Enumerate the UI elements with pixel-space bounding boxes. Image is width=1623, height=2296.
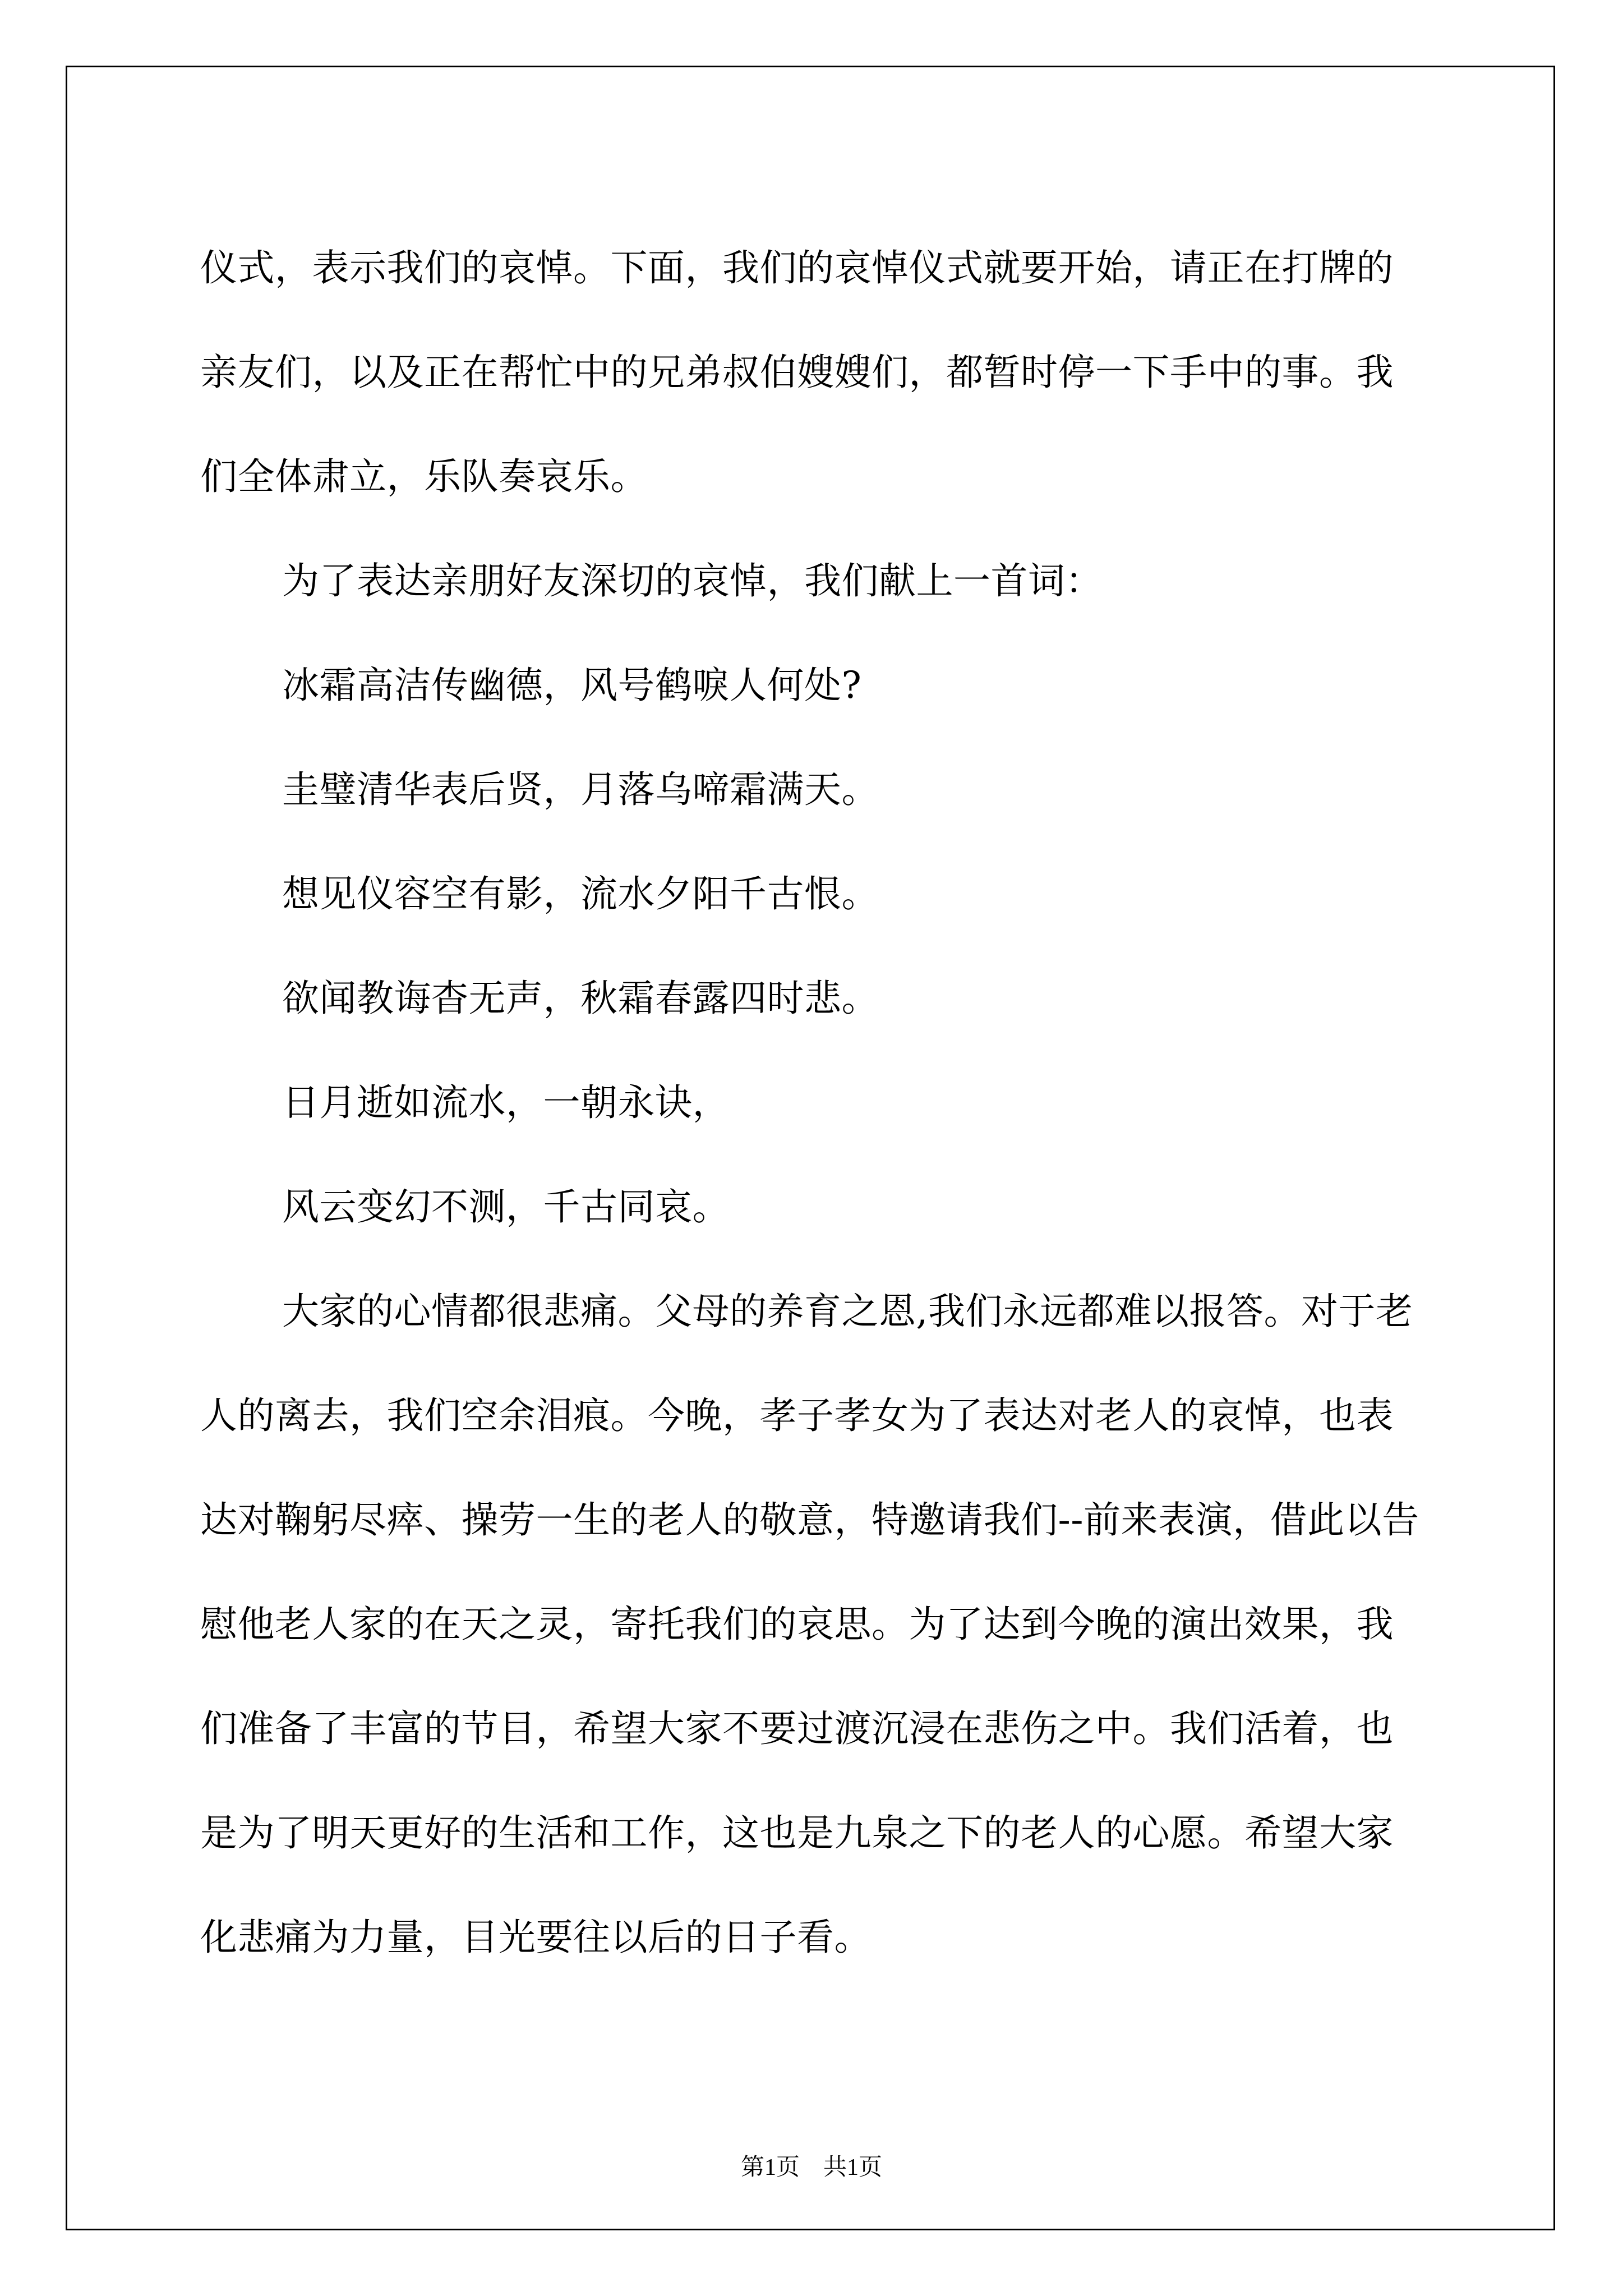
poem-line-6: 风云变幻不测，千古同哀。 (282, 1185, 730, 1228)
paragraph-closing: 大家的心情都很悲痛。父母的养育之恩,我们永远都难以报答。对于老人的离去，我们空余泪痕。今晚，孝子孝女为了表达对老人的哀悼，也表达对鞠躬尽瘁、操劳一生的老人的敬意，特邀请我们--前来表演，借此以告慰他老人家的在天之灵，寄托我们的哀思。为了达到今晚的演出效果，我们准备了丰富的节目，希望大家不要过渡沉浸在悲伤之中。我们活着，也是为了明天更好的生活和工作，这也是九泉之下的老人的心愿。希望大家化悲痛为力量，目光要往以后的日子看。 (200, 1290, 1419, 1959)
document-body (200, 216, 1426, 1990)
paragraph-poem-intro: 为了表达亲朋好友深切的哀悼，我们献上一首词： (282, 559, 1103, 602)
poem-line-1: 冰霜高洁传幽德，风号鹤唳人何处? (282, 664, 862, 707)
poem-line-4: 欲闻教诲杳无声，秋霜春露四时悲。 (282, 977, 879, 1020)
poem-line-3: 想见仪容空有影，流水夕阳千古恨。 (282, 872, 879, 915)
poem-line-2: 圭璧清华表后贤，月落乌啼霜满天。 (282, 768, 879, 811)
page-number-footer: 第1页 共1页 (740, 2155, 882, 2180)
poem-line-5: 日月逝如流水，一朝永诀， (282, 1081, 730, 1124)
paragraph-ceremony-intro: 仪式，表示我们的哀悼。下面，我们的哀悼仪式就要开始，请正在打牌的亲友们，以及正在帮忙中的兄弟叔伯嫂嫂们，都暂时停一下手中的事。我们全体肃立，乐队奏哀乐。 (200, 246, 1394, 498)
